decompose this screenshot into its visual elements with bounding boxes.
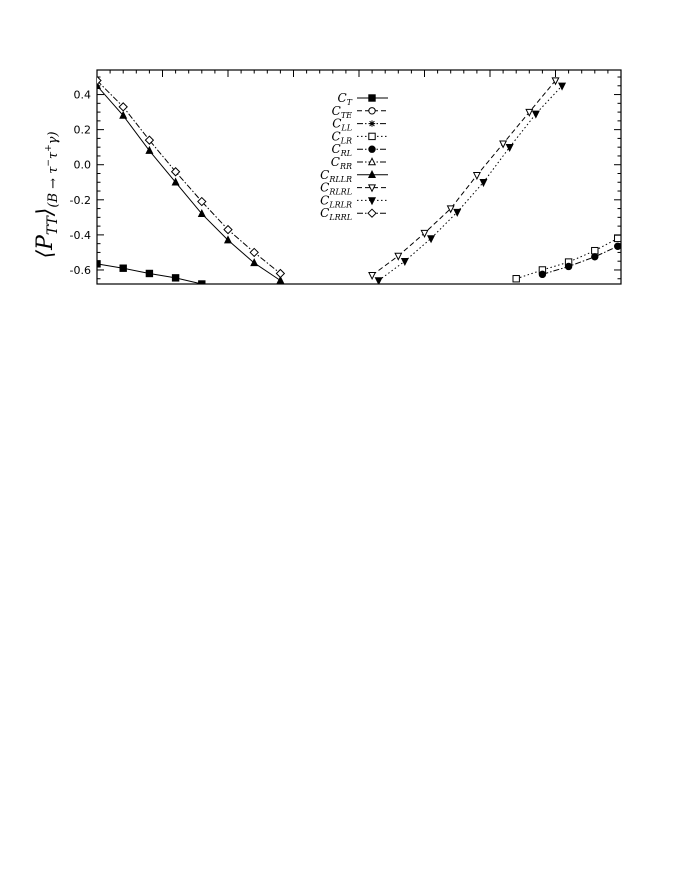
legend-entry — [320, 168, 388, 184]
series-c-lrlr — [375, 83, 565, 284]
legend-label: $C_{LRRL}$ — [320, 206, 352, 223]
data-point-marker — [94, 261, 100, 267]
data-point-marker — [428, 236, 434, 242]
data-point-marker — [533, 111, 539, 117]
series-c-lr — [513, 235, 621, 282]
data-point-marker — [368, 209, 376, 217]
legend-label: $C_{TE}$ — [331, 103, 352, 120]
data-point-marker — [276, 269, 284, 277]
data-point-marker — [592, 254, 598, 260]
data-point-marker — [120, 265, 126, 271]
series-c-rlrl — [369, 78, 559, 279]
legend-label: $C_{RLLR}$ — [320, 167, 352, 184]
series-c-lrrl — [93, 77, 284, 278]
y-tick-label: 0.4 — [73, 88, 91, 102]
legend-label: $C_{LR}$ — [331, 129, 352, 146]
data-point-marker — [539, 271, 545, 277]
data-point-marker — [615, 235, 621, 241]
y-tick-label: 0.2 — [73, 123, 91, 137]
data-point-marker — [199, 281, 205, 287]
data-point-marker — [592, 247, 598, 253]
data-point-marker — [500, 141, 506, 147]
data-point-marker — [250, 248, 258, 256]
legend-label: $C_T$ — [337, 91, 352, 107]
series-c-t — [94, 261, 205, 288]
data-point-marker — [402, 258, 408, 264]
data-point-marker — [224, 226, 232, 234]
legend-entry — [331, 155, 388, 171]
legend-label: $C_{LRLR}$ — [320, 193, 352, 210]
data-point-marker — [513, 276, 519, 282]
data-point-marker — [615, 243, 621, 249]
series-c-rl — [539, 243, 621, 277]
data-point-marker — [172, 275, 178, 281]
plot-frame — [97, 70, 621, 284]
data-point-marker — [251, 259, 257, 265]
data-point-marker — [369, 108, 375, 114]
data-point-marker — [474, 173, 480, 179]
legend-entry — [337, 91, 388, 107]
data-point-marker — [146, 270, 152, 276]
data-point-marker — [395, 253, 401, 259]
legend — [320, 91, 388, 222]
series-layer — [93, 77, 621, 288]
data-point-marker — [565, 263, 571, 269]
y-tick-label: -0.4 — [69, 228, 91, 242]
series-line — [542, 246, 617, 274]
data-point-marker — [369, 95, 375, 101]
data-point-marker — [119, 103, 127, 111]
data-point-marker — [369, 273, 375, 279]
y-tick-label: -0.2 — [69, 193, 91, 207]
legend-label: $C_{RR}$ — [330, 155, 352, 171]
legend-label: $C_{RL}$ — [331, 142, 352, 159]
y-axis-label — [33, 131, 61, 258]
legend-label: $C_{RLRL}$ — [320, 180, 352, 197]
data-point-marker — [369, 120, 375, 126]
data-point-marker — [421, 230, 427, 236]
data-point-marker — [369, 133, 375, 139]
y-axis-title: $⟨P_{TT}⟩_{(B \to \tau}^-_\tau^+_{\gamma)}$ — [33, 131, 61, 259]
data-point-marker — [375, 278, 381, 284]
y-tick-label: 0.0 — [73, 158, 91, 172]
legend-label: $C_{LL}$ — [332, 116, 352, 133]
data-point-marker — [369, 146, 375, 152]
y-tick-label: -0.6 — [69, 263, 91, 277]
